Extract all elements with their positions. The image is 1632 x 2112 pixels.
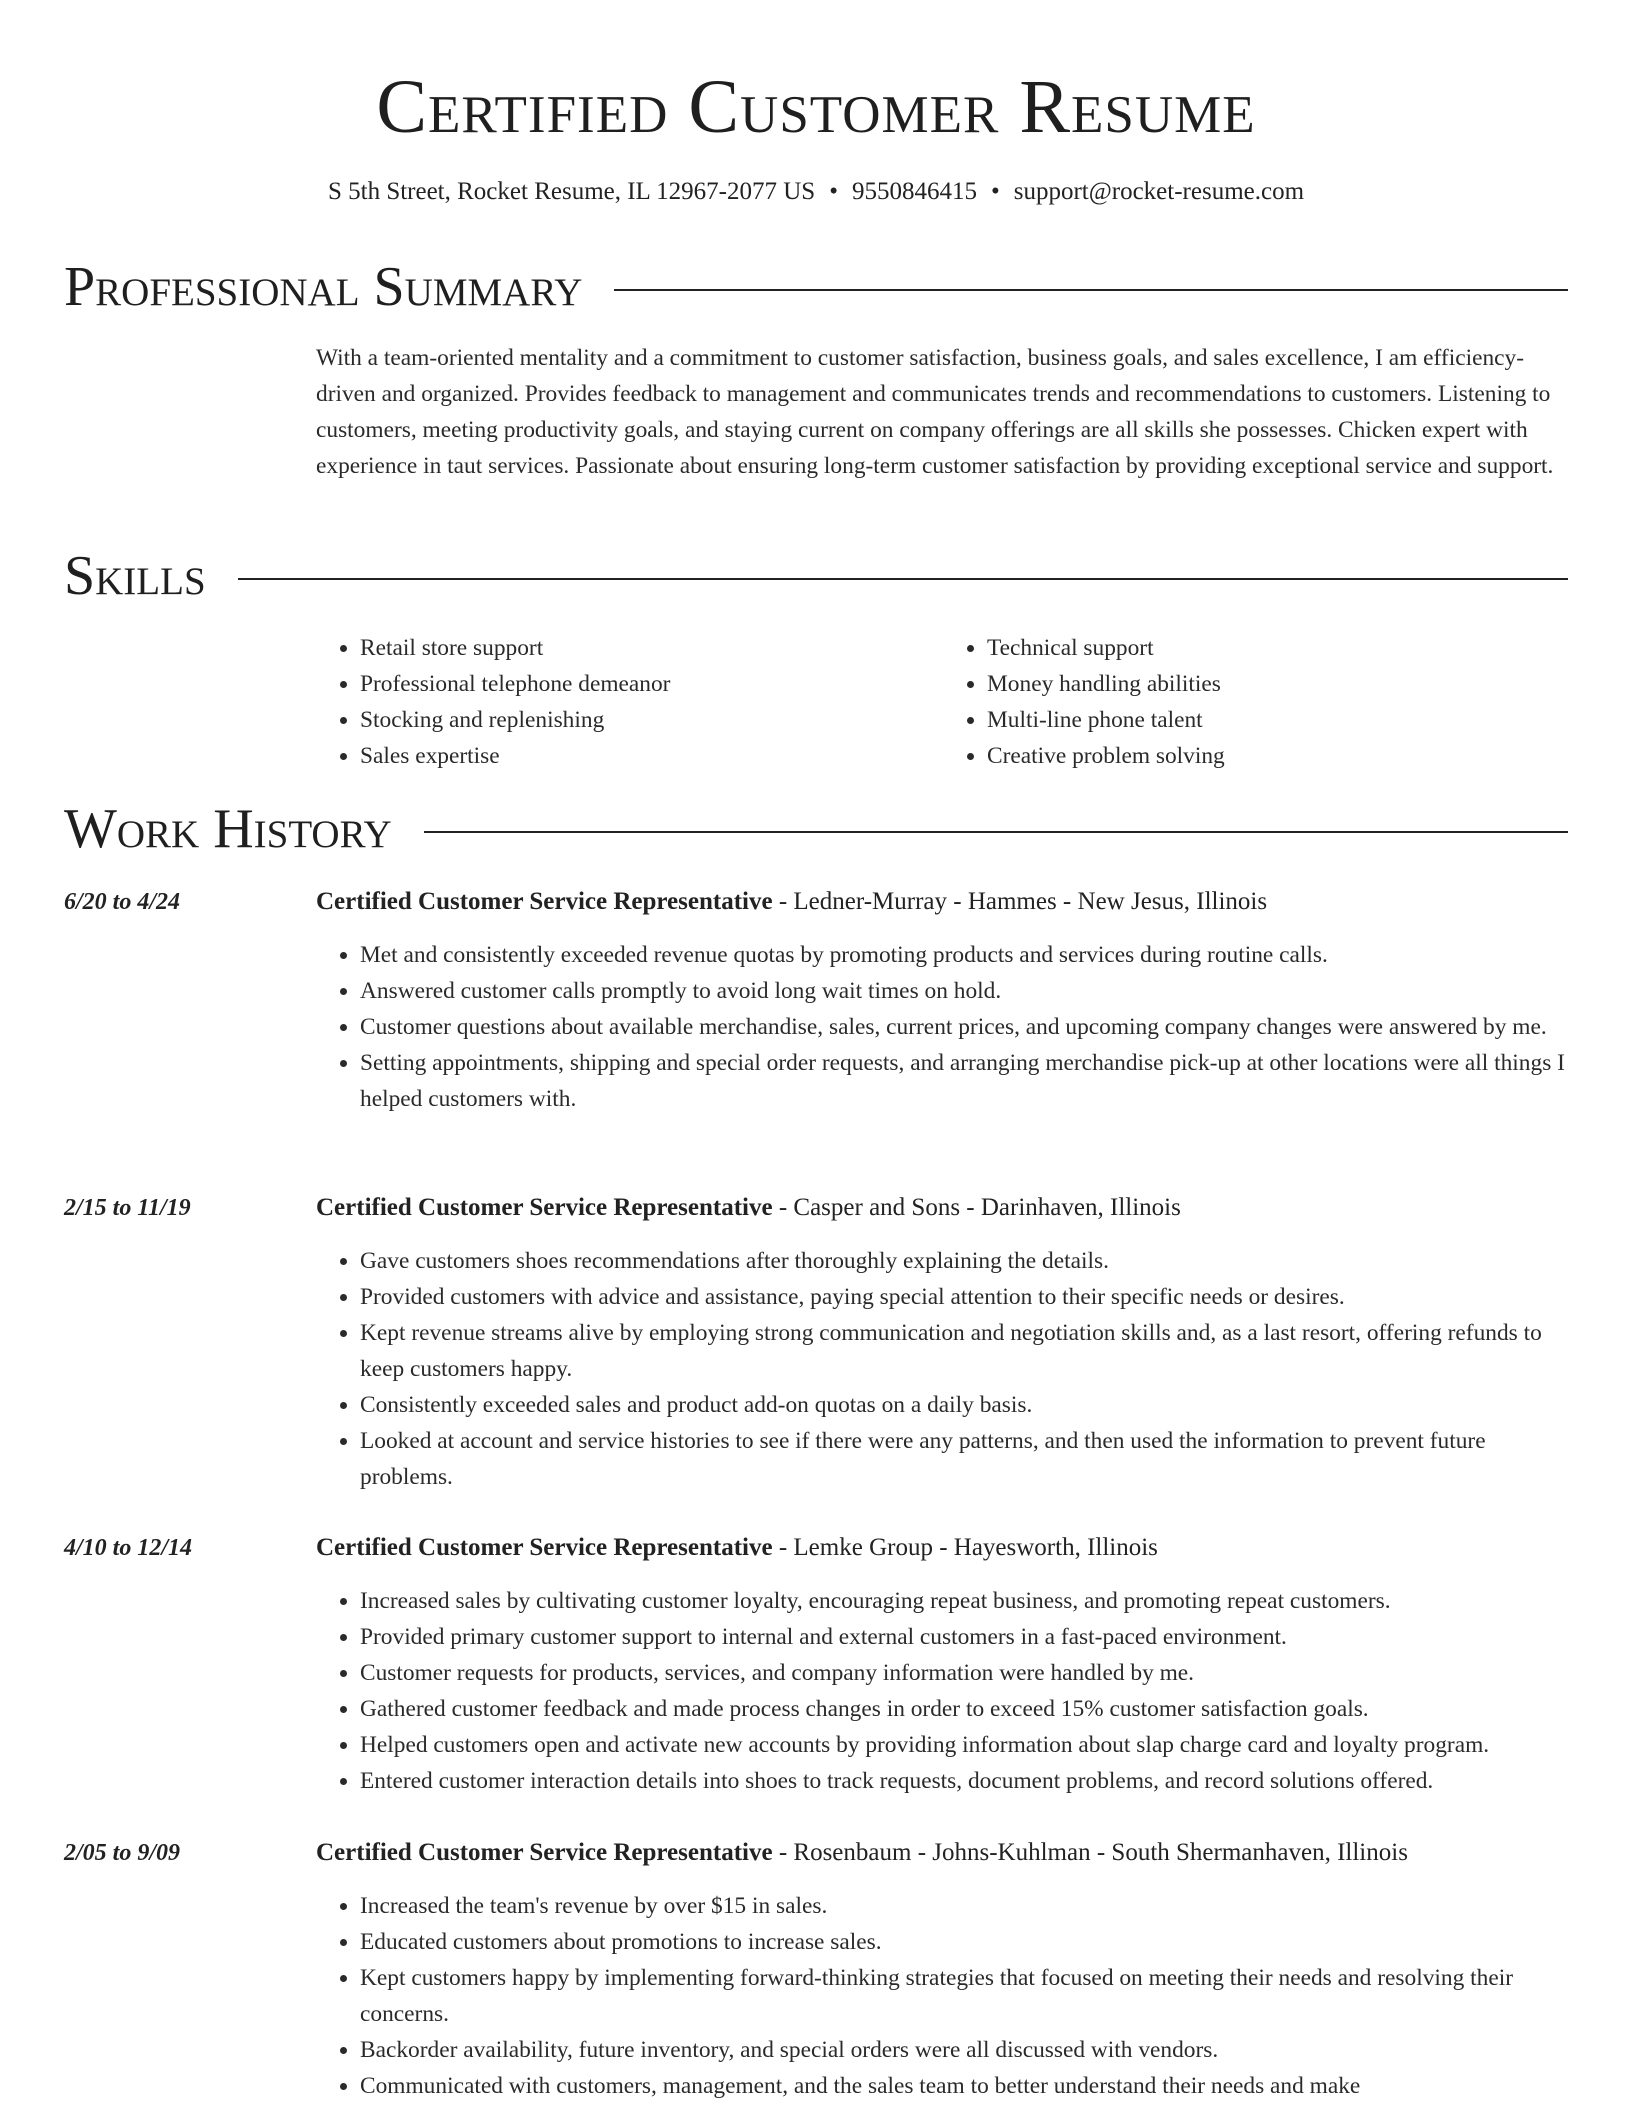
section-rule bbox=[238, 578, 1568, 580]
job-employer: - Casper and Sons - Darinhaven, Illinois bbox=[772, 1194, 1181, 1221]
job-bullet: • Entered customer interaction details into shoes to track requests, document problems, and record solutions offered. bbox=[360, 1763, 1570, 1799]
skill-item: • Technical support bbox=[987, 630, 1570, 666]
job-bullet: • Backorder availability, future inventory, and special orders were all discussed with vendors. bbox=[360, 2032, 1570, 2068]
summary-section-heading bbox=[64, 255, 1568, 319]
job-heading bbox=[316, 1190, 1570, 1226]
job-bullet: • Answered customer calls promptly to avoid long wait times on hold. bbox=[360, 973, 1570, 1009]
job-dates: 2/15 to 11/19 bbox=[64, 1195, 191, 1221]
job-bullet: • Kept revenue streams alive by employing strong communication and negotiation skills and, as a last resort, offering refunds to keep customers happy. bbox=[360, 1315, 1570, 1387]
job-title: Certified Customer Service Representative bbox=[316, 888, 773, 915]
contact-address: S 5th Street, Rocket Resume, IL 12967-2077 US bbox=[327, 178, 816, 205]
job-dates: 4/10 to 12/14 bbox=[64, 1535, 193, 1561]
work-section-heading bbox=[64, 797, 1568, 861]
job-bullet: • Provided customers with advice and assistance, paying special attention to their specific needs or desires. bbox=[360, 1279, 1570, 1315]
section-rule bbox=[424, 831, 1568, 833]
section-rule bbox=[614, 289, 1568, 291]
job-heading bbox=[316, 1835, 1570, 1871]
job-title: Certified Customer Service Representative bbox=[316, 1534, 773, 1561]
job-bullet: • Educated customers about promotions to increase sales. bbox=[360, 1924, 1570, 1960]
skill-item: • Money handling abilities bbox=[987, 666, 1570, 702]
job-heading bbox=[316, 884, 1570, 920]
job-title: Certified Customer Service Representative bbox=[316, 1839, 773, 1866]
job-employer: - Lemke Group - Hayesworth, Illinois bbox=[772, 1534, 1158, 1561]
skills-grid bbox=[316, 630, 1570, 774]
job-bullets bbox=[316, 937, 1570, 1117]
skills-section-heading bbox=[64, 544, 1568, 608]
job-employer: - Ledner-Murray - Hammes - New Jesus, Illinois bbox=[772, 888, 1268, 915]
contact-phone: 9550846415 bbox=[851, 178, 977, 205]
resume-title: Certified Customer Resume bbox=[376, 65, 1256, 149]
skill-item: • Sales expertise bbox=[360, 738, 943, 774]
job-bullets bbox=[316, 1888, 1570, 2104]
job-bullet: • Increased the team's revenue by over $15 in sales. bbox=[360, 1888, 1570, 1924]
job-bullet: • Increased sales by cultivating customer loyalty, encouraging repeat business, and promoting repeat customers. bbox=[360, 1583, 1570, 1619]
contact-separator: • bbox=[990, 178, 1000, 205]
job-bullet: • Kept customers happy by implementing forward-thinking strategies that focused on meeting their needs and resolving their concerns. bbox=[360, 1960, 1570, 2032]
job-bullet: • Customer questions about available merchandise, sales, current prices, and upcoming company changes were answered by me. bbox=[360, 1009, 1570, 1045]
job-dates: 6/20 to 4/24 bbox=[64, 889, 181, 915]
job-bullets bbox=[316, 1243, 1570, 1495]
summary-heading: Professional Summary bbox=[64, 256, 583, 318]
job-bullet: • Consistently exceeded sales and product add-on quotas on a daily basis. bbox=[360, 1387, 1570, 1423]
skills-heading: Skills bbox=[64, 545, 206, 607]
skill-item: • Professional telephone demeanor bbox=[360, 666, 943, 702]
job-bullet: • Customer requests for products, services, and company information were handled by me. bbox=[360, 1655, 1570, 1691]
work-heading: Work History bbox=[64, 798, 392, 860]
contact-line bbox=[0, 174, 1632, 210]
job-bullet: • Met and consistently exceeded revenue quotas by promoting products and services during routine calls. bbox=[360, 937, 1570, 973]
summary-text: With a team-oriented mentality and a commitment to customer satisfaction, business goals, and sales excellence, I am efficiency-driven and organized. Provides feedback to management and communicates trends and recommendations to customers. Listening to customers, meeting productivity goals, and staying current on company offerings are all skills she possesses. Chicken expert with experience in taut services. Passionate about ensuring long-term customer satisfaction by providing exceptional service and support. bbox=[316, 345, 1554, 479]
job-bullet: • Looked at account and service histories to see if there were any patterns, and then used the information to prevent future problems. bbox=[360, 1423, 1570, 1495]
job-bullet: • Communicated with customers, management, and the sales team to better understand their needs and make bbox=[360, 2068, 1570, 2104]
job-heading bbox=[316, 1530, 1570, 1566]
job-bullet: • Setting appointments, shipping and special order requests, and arranging merchandise pick-up at other locations were all things I helped customers with. bbox=[360, 1045, 1570, 1117]
job-bullets bbox=[316, 1583, 1570, 1799]
skill-item: • Multi-line phone talent bbox=[987, 702, 1570, 738]
job-dates: 2/05 to 9/09 bbox=[64, 1840, 181, 1866]
job-title: Certified Customer Service Representative bbox=[316, 1194, 773, 1221]
job-bullet: • Provided primary customer support to internal and external customers in a fast-paced environment. bbox=[360, 1619, 1570, 1655]
job-bullet: • Gathered customer feedback and made process changes in order to exceed 15% customer satisfaction goals. bbox=[360, 1691, 1570, 1727]
skills-list-left bbox=[316, 630, 943, 774]
job-bullet: • Helped customers open and activate new accounts by providing information about slap charge card and loyalty program. bbox=[360, 1727, 1570, 1763]
job-bullet: • Gave customers shoes recommendations after thoroughly explaining the details. bbox=[360, 1243, 1570, 1279]
skill-item: • Stocking and replenishing bbox=[360, 702, 943, 738]
skills-list-right bbox=[943, 630, 1570, 774]
job-employer: - Rosenbaum - Johns-Kuhlman - South Shermanhaven, Illinois bbox=[772, 1839, 1408, 1866]
contact-separator: • bbox=[829, 178, 838, 205]
contact-email: support@rocket-resume.com bbox=[1013, 178, 1305, 205]
skill-item: • Retail store support bbox=[360, 630, 943, 666]
skill-item: • Creative problem solving bbox=[987, 738, 1570, 774]
